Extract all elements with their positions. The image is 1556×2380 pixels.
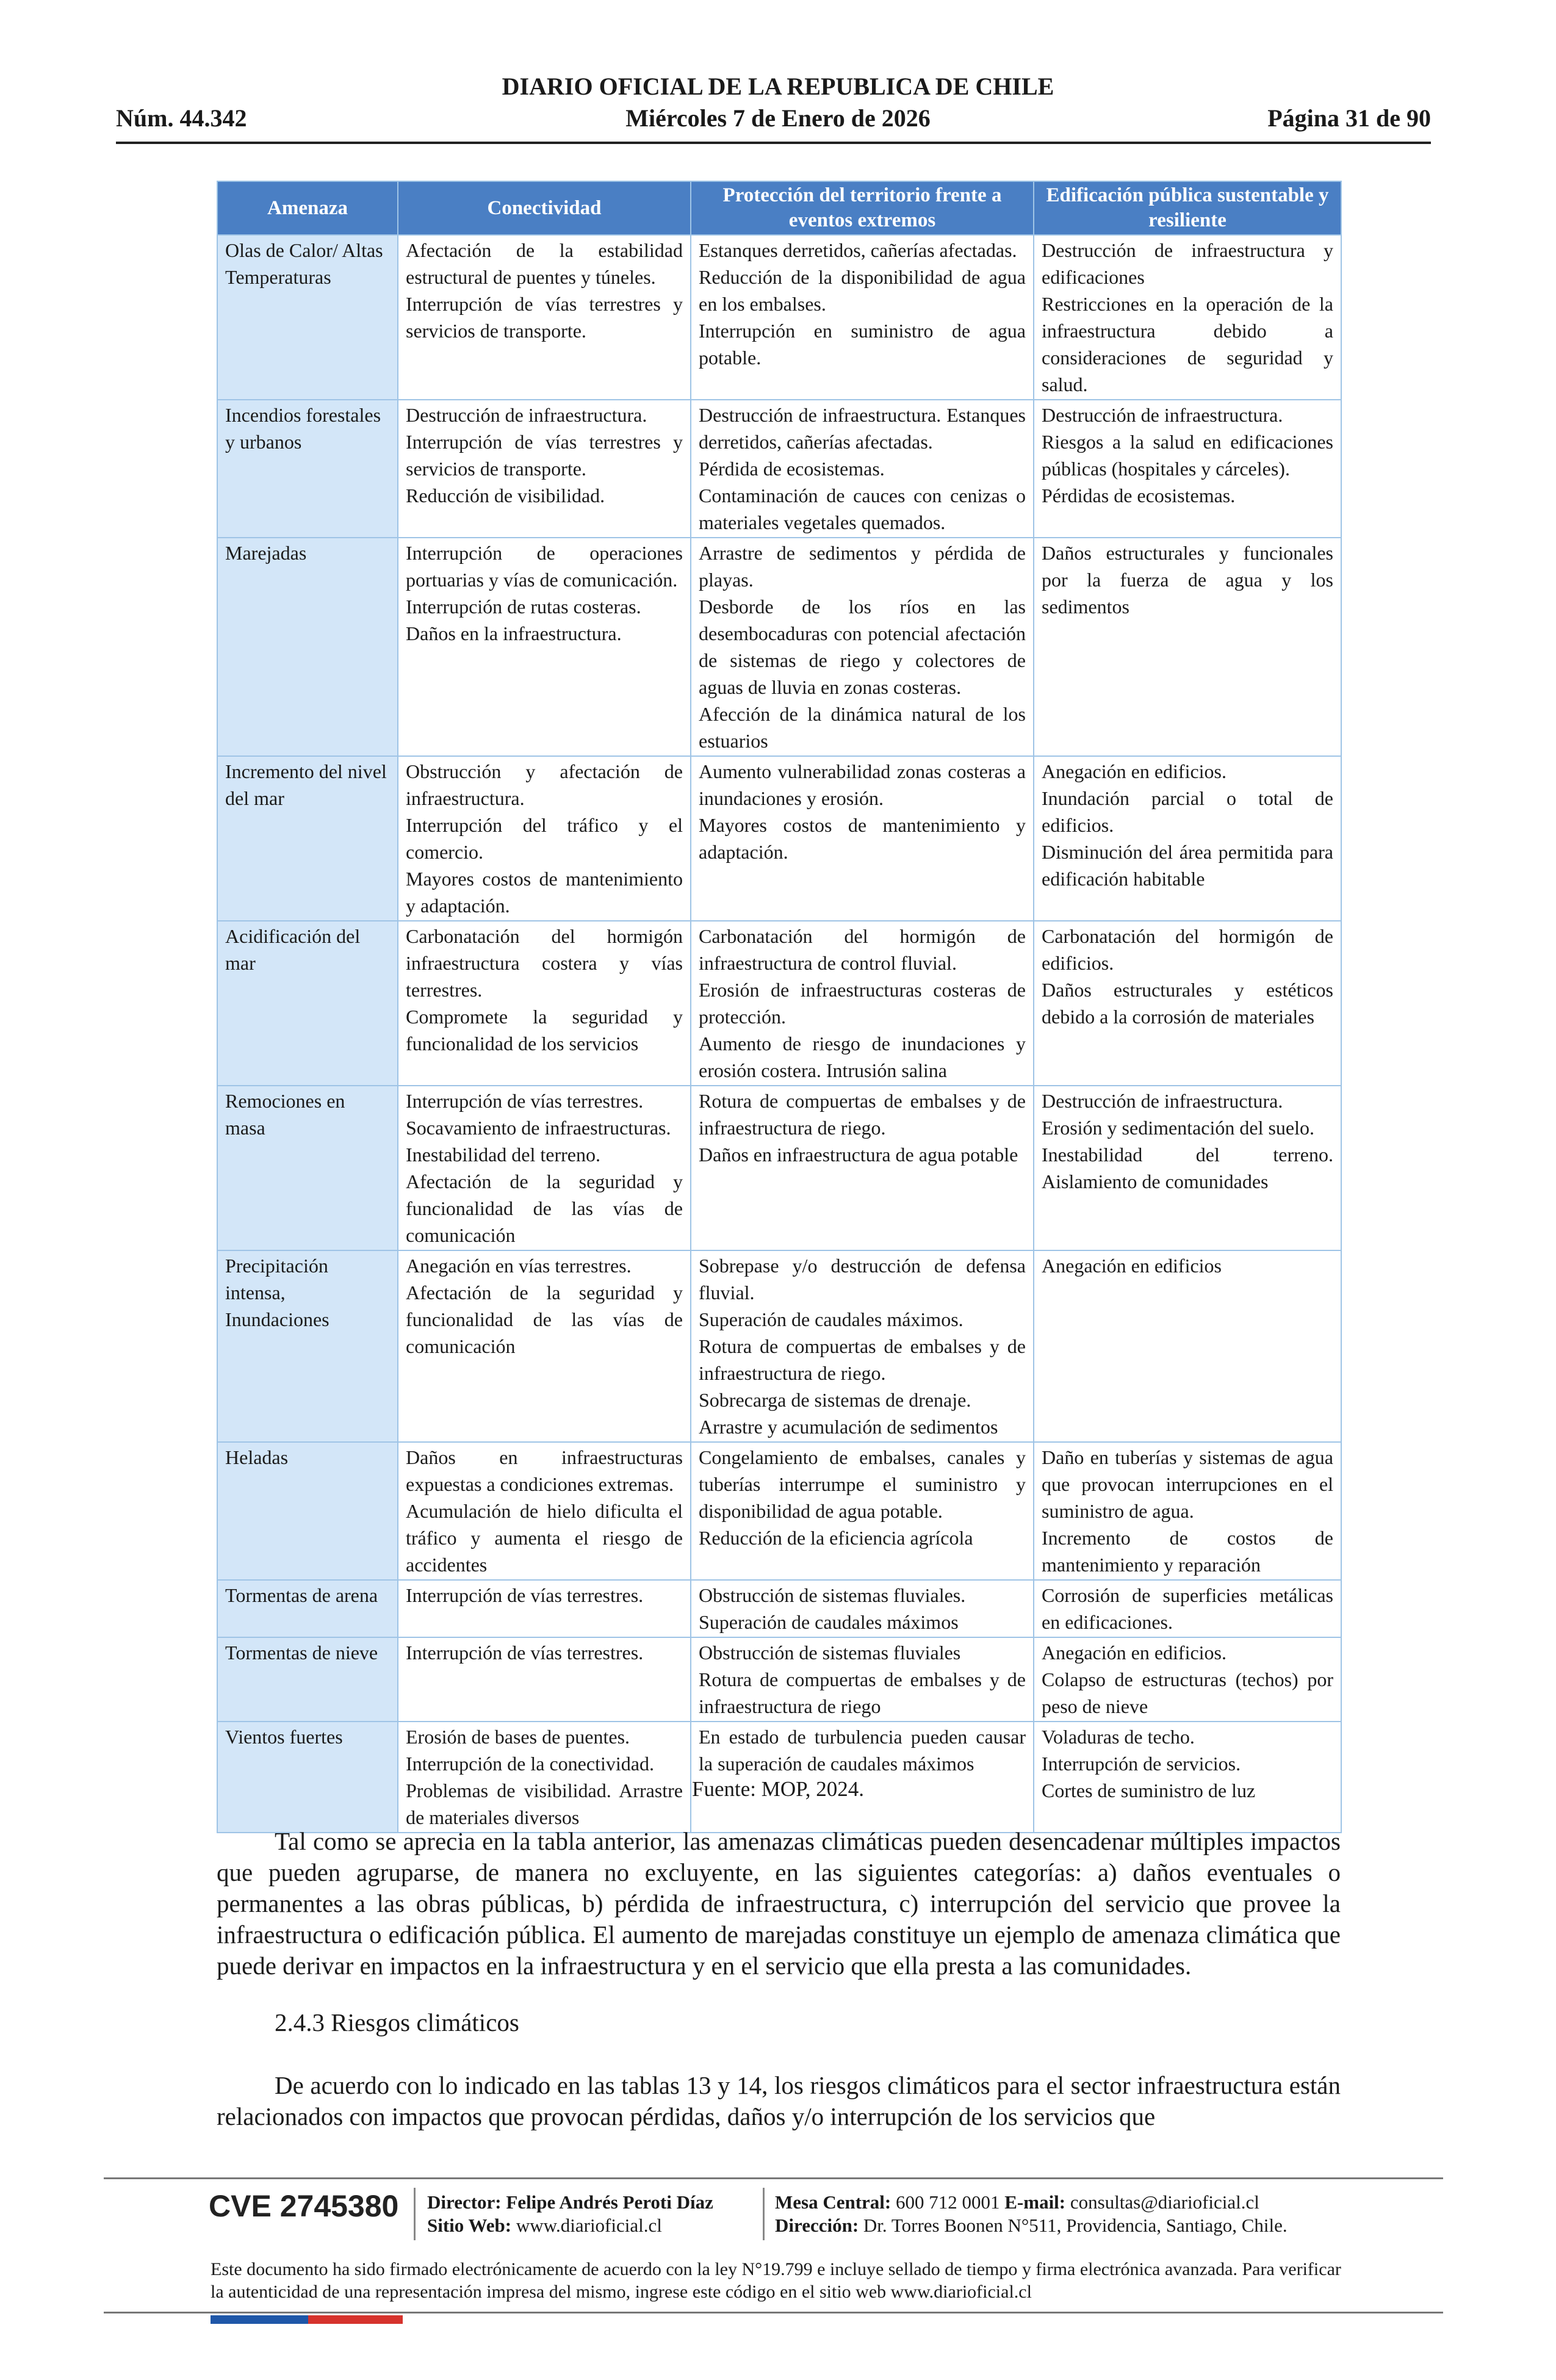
impact-line: Anegación en vías terrestres. <box>406 1255 632 1277</box>
body-paragraph: De acuerdo con lo indicado en las tablas 13 y 14, los riesgos climáticos para el sector infraestructura están relacionados con impactos que provocan pérdidas, daños y/o interrupción de los servicios que <box>217 2071 1341 2130</box>
impact-line: Interrupción de rutas costeras. <box>406 596 641 618</box>
hazard-cell: Remociones en masa <box>217 1086 398 1250</box>
impact-line: Daño en tuberías y sistemas de agua que provocan interrupciones en el suministro de agua. <box>1042 1446 1333 1522</box>
impact-line: Inestabilidad del terreno. Aislamiento de comunidades <box>1042 1144 1333 1192</box>
table-row <box>217 921 1341 1086</box>
impact-line: Reducción de la eficiencia agrícola <box>699 1527 973 1549</box>
impact-line: Superación de caudales máximos. <box>699 1308 963 1330</box>
impact-line: Rotura de compuertas de embalses y de infraestructura de riego. <box>699 1335 1026 1384</box>
impact-line: Arrastre de sedimentos y pérdida de playas. <box>699 542 1026 591</box>
impact-cell-prot <box>691 1086 1034 1250</box>
header-proteccion: Protección del territorio frente a eventos extremos <box>691 181 1034 235</box>
impact-line: Erosión de infraestructuras costeras de protección. <box>699 979 1026 1028</box>
impact-line: Anegación en edificios. <box>1042 1642 1226 1664</box>
issue-date: Miércoles 7 de Enero de 2026 <box>625 104 931 132</box>
body-paragraph: Tal como se aprecia en la tabla anterior, las amenazas climáticas pueden desencadenar múltiples impactos que pueden agruparse, de manera no excluyente, en las siguientes categorías: a) daños eventuales o permanentes a las obras públicas, b) pérdida de infraestructura, c) interrupción del servicio que provee la infraestructura o edificación pública. El aumento de marejadas constituye un ejemplo de amenaza climática que puede derivar en impactos en la infraestructura y en el servicio que ella presta a las comunidades. <box>217 1827 1341 1980</box>
page-indicator: Página 31 de 90 <box>1267 104 1431 132</box>
hazard-cell: Incremento del nivel del mar <box>217 756 398 921</box>
footer-director-block <box>427 2191 713 2237</box>
header-divider <box>116 142 1431 144</box>
impact-line: Interrupción de la conectividad. <box>406 1753 654 1775</box>
table-row <box>217 235 1341 400</box>
impact-line: Interrupción en suministro de agua potable. <box>699 320 1026 369</box>
impact-cell-edif <box>1034 756 1341 921</box>
impact-line: Interrupción del tráfico y el comercio. <box>406 814 683 863</box>
impact-line: Contaminación de cauces con cenizas o materiales vegetales quemados. <box>699 485 1026 533</box>
impact-line: Acumulación de hielo dificulta el tráfico y aumenta el riesgo de accidentes <box>406 1500 683 1576</box>
phone-label: Mesa Central: <box>775 2191 891 2213</box>
impact-line: Daños en la infraestructura. <box>406 622 622 644</box>
hazard-cell: Olas de Calor/ Altas Temperaturas <box>217 235 398 400</box>
impact-line: Colapso de estructuras (techos) por peso de nieve <box>1042 1668 1333 1717</box>
impact-line: Interrupción de vías terrestres. <box>406 1584 644 1606</box>
hazard-cell: Tormentas de nieve <box>217 1637 398 1722</box>
impact-cell-edif <box>1034 1637 1341 1722</box>
impact-line: Anegación en edificios <box>1042 1255 1222 1277</box>
table-source: Fuente: MOP, 2024. <box>692 1777 864 1801</box>
impact-cell-conn <box>398 1250 691 1442</box>
impact-line: Carbonatación del hormigón de infraestructura de control fluvial. <box>699 925 1026 974</box>
address-value: Dr. Torres Boonen N°511, Providencia, Santiago, Chile. <box>863 2215 1288 2236</box>
impact-line: Destrucción de infraestructura y edificaciones <box>1042 239 1333 288</box>
impact-line: Daños estructurales y estéticos debido a la corrosión de materiales <box>1042 979 1333 1028</box>
impact-line: Rotura de compuertas de embalses y de infraestructura de riego. <box>699 1090 1026 1139</box>
director-label: Director: <box>427 2191 502 2213</box>
table-body <box>217 235 1341 1833</box>
impact-line: Interrupción de servicios. <box>1042 1753 1241 1775</box>
impact-cell-conn <box>398 538 691 756</box>
impact-line: Mayores costos de mantenimiento y adaptación. <box>406 868 683 917</box>
table-row <box>217 400 1341 538</box>
impact-line: Obstrucción y afectación de infraestructura. <box>406 760 683 809</box>
impact-cell-conn <box>398 235 691 400</box>
impact-cell-edif <box>1034 538 1341 756</box>
impact-line: Pérdida de ecosistemas. <box>699 458 885 480</box>
impact-cell-prot <box>691 400 1034 538</box>
impact-cell-prot <box>691 756 1034 921</box>
impact-line: Daños en infraestructura de agua potable <box>699 1144 1018 1166</box>
impact-line: Riesgos a la salud en edificaciones públicas (hospitales y cárceles). <box>1042 431 1333 480</box>
impact-cell-conn <box>398 400 691 538</box>
impact-line: Desborde de los ríos en las desembocaduras con potencial afectación de sistemas de riego y colectores de aguas de lluvia en zonas costeras. <box>699 596 1026 698</box>
table-header-row <box>217 181 1341 235</box>
hazard-cell: Heladas <box>217 1442 398 1580</box>
impact-line: Aumento vulnerabilidad zonas costeras a inundaciones y erosión. <box>699 760 1026 809</box>
impact-cell-prot <box>691 235 1034 400</box>
impact-line: Arrastre y acumulación de sedimentos <box>699 1416 998 1438</box>
hazard-cell: Acidificación del mar <box>217 921 398 1086</box>
impact-line: Interrupción de vías terrestres y servicios de transporte. <box>406 431 683 480</box>
impact-cell-prot <box>691 1637 1034 1722</box>
impact-cell-edif <box>1034 1250 1341 1442</box>
impact-line: Afectación de la seguridad y funcionalidad de las vías de comunicación <box>406 1282 683 1357</box>
site-label: Sitio Web: <box>427 2215 512 2236</box>
impact-line: Afección de la dinámica natural de los estuarios <box>699 703 1026 752</box>
impact-line: Destrucción de infraestructura. Estanques derretidos, cañerías afectadas. <box>699 404 1026 453</box>
impact-line: Cortes de suministro de luz <box>1042 1780 1256 1801</box>
flag-stripe-red <box>308 2315 403 2324</box>
impact-line: Corrosión de superficies metálicas en edificaciones. <box>1042 1584 1333 1633</box>
footer-divider <box>104 2312 1443 2313</box>
footer-contact-block <box>775 2191 1288 2237</box>
impact-line: Destrucción de infraestructura. <box>1042 404 1283 426</box>
signature-note: Este documento ha sido firmado electrónicamente de acuerdo con la ley N°19.799 e incluye sellado de tiempo y firma electrónica avanzada. Para verificar la autenticidad de una representación impresa del mismo, ingrese este código en el sitio web www.diarioficial.cl <box>211 2259 1341 2302</box>
impact-line: Erosión y sedimentación del suelo. <box>1042 1117 1315 1139</box>
impact-line: Mayores costos de mantenimiento y adaptación. <box>699 814 1026 863</box>
hazard-cell: Marejadas <box>217 538 398 756</box>
impact-line: Voladuras de techo. <box>1042 1726 1195 1748</box>
hazard-cell: Precipitación intensa, Inundaciones <box>217 1250 398 1442</box>
impact-cell-edif <box>1034 1442 1341 1580</box>
impact-line: Anegación en edificios. <box>1042 760 1226 782</box>
section-heading: 2.4.3 Riesgos climáticos <box>275 2008 519 2036</box>
impact-line: Inestabilidad del terreno. <box>406 1144 600 1166</box>
impact-line: Disminución del área permitida para edificación habitable <box>1042 841 1333 890</box>
impact-line: Interrupción de vías terrestres. <box>406 1090 644 1112</box>
impact-line: En estado de turbulencia pueden causar la superación de caudales máximos <box>699 1726 1026 1775</box>
impact-cell-prot <box>691 1580 1034 1637</box>
hazard-cell: Vientos fuertes <box>217 1722 398 1833</box>
table-row <box>217 538 1341 756</box>
impact-line: Reducción de visibilidad. <box>406 485 605 507</box>
impact-line: Interrupción de operaciones portuarias y vías de comunicación. <box>406 542 683 591</box>
impact-line: Superación de caudales máximos <box>699 1611 959 1633</box>
impact-line: Rotura de compuertas de embalses y de infraestructura de riego <box>699 1668 1026 1717</box>
impact-cell-edif <box>1034 235 1341 400</box>
impact-line: Erosión de bases de puentes. <box>406 1726 630 1748</box>
table-row <box>217 1086 1341 1250</box>
email-link[interactable]: consultas@diarioficial.cl <box>1070 2191 1259 2213</box>
impact-line: Incremento de costos de mantenimiento y reparación <box>1042 1527 1333 1576</box>
impact-line: Obstrucción de sistemas fluviales <box>699 1642 961 1664</box>
cve-code: CVE 2745380 <box>209 2189 399 2223</box>
table-row <box>217 756 1341 921</box>
flag-stripe-blue <box>211 2315 308 2324</box>
header-edificacion: Edificación pública sustentable y resiliente <box>1034 181 1341 235</box>
impact-cell-conn <box>398 1580 691 1637</box>
director-name: Felipe Andrés Peroti Díaz <box>506 2191 713 2213</box>
impact-line: Interrupción de vías terrestres. <box>406 1642 644 1664</box>
impact-line: Destrucción de infraestructura. <box>406 404 647 426</box>
impact-line: Afectación de la estabilidad estructural de puentes y túneles. <box>406 239 683 288</box>
impact-line: Carbonatación del hormigón infraestructura costera y vías terrestres. <box>406 925 683 1001</box>
impact-cell-conn <box>398 921 691 1086</box>
issue-number: Núm. 44.342 <box>116 104 247 132</box>
table-row <box>217 1250 1341 1442</box>
hazard-cell: Tormentas de arena <box>217 1580 398 1637</box>
impact-cell-conn <box>398 1637 691 1722</box>
impact-cell-prot <box>691 921 1034 1086</box>
impact-cell-conn <box>398 1442 691 1580</box>
impact-line: Destrucción de infraestructura. <box>1042 1090 1283 1112</box>
email-label: E-mail: <box>1004 2191 1066 2213</box>
table-row <box>217 1580 1341 1637</box>
impact-cell-edif <box>1034 1580 1341 1637</box>
impact-line: Pérdidas de ecosistemas. <box>1042 485 1236 507</box>
footer-separator <box>763 2188 765 2240</box>
impact-line: Congelamiento de embalses, canales y tuberías interrumpe el suministro y disponibilidad de agua potable. <box>699 1446 1026 1522</box>
impact-cell-prot <box>691 538 1034 756</box>
header-conectividad: Conectividad <box>398 181 691 235</box>
impact-cell-conn <box>398 756 691 921</box>
impact-line: Sobrecarga de sistemas de drenaje. <box>699 1389 971 1411</box>
phone-value: 600 712 0001 <box>896 2191 1000 2213</box>
header-amenaza: Amenaza <box>217 181 398 235</box>
impact-line: Reducción de la disponibilidad de agua en los embalses. <box>699 266 1026 315</box>
impact-line: Sobrepase y/o destrucción de defensa fluvial. <box>699 1255 1026 1304</box>
hazard-cell: Incendios forestales y urbanos <box>217 400 398 538</box>
climate-hazard-table <box>217 181 1341 1833</box>
impact-cell-prot <box>691 1442 1034 1580</box>
impact-cell-prot <box>691 1250 1034 1442</box>
table-row <box>217 1637 1341 1722</box>
site-link[interactable]: www.diarioficial.cl <box>516 2215 662 2236</box>
impact-line: Afectación de la seguridad y funcionalidad de las vías de comunicación <box>406 1170 683 1246</box>
footer-divider <box>104 2177 1443 2179</box>
impact-cell-edif <box>1034 921 1341 1086</box>
impact-cell-edif <box>1034 400 1341 538</box>
table-row <box>217 1442 1341 1580</box>
impact-line: Problemas de visibilidad. Arrastre de materiales diversos <box>406 1780 683 1828</box>
impact-cell-edif <box>1034 1086 1341 1250</box>
address-label: Dirección: <box>775 2215 859 2236</box>
impact-line: Compromete la seguridad y funcionalidad de los servicios <box>406 1006 683 1055</box>
footer-separator <box>414 2188 416 2240</box>
impact-line: Daños estructurales y funcionales por la fuerza de agua y los sedimentos <box>1042 542 1333 618</box>
impact-cell-conn <box>398 1086 691 1250</box>
impact-line: Socavamiento de infraestructuras. <box>406 1117 671 1139</box>
impact-line: Aumento de riesgo de inundaciones y erosión costera. Intrusión salina <box>699 1033 1026 1081</box>
impact-line: Daños en infraestructuras expuestas a condiciones extremas. <box>406 1446 683 1495</box>
impact-line: Estanques derretidos, cañerías afectadas. <box>699 239 1017 261</box>
journal-title: DIARIO OFICIAL DE LA REPUBLICA DE CHILE <box>502 73 1054 100</box>
impact-line: Carbonatación del hormigón de edificios. <box>1042 925 1333 974</box>
impact-line: Restricciones en la operación de la infraestructura debido a consideraciones de seguridad y salud. <box>1042 293 1333 395</box>
impact-line: Inundación parcial o total de edificios. <box>1042 787 1333 836</box>
impact-line: Interrupción de vías terrestres y servicios de transporte. <box>406 293 683 342</box>
impact-line: Obstrucción de sistemas fluviales. <box>699 1584 966 1606</box>
